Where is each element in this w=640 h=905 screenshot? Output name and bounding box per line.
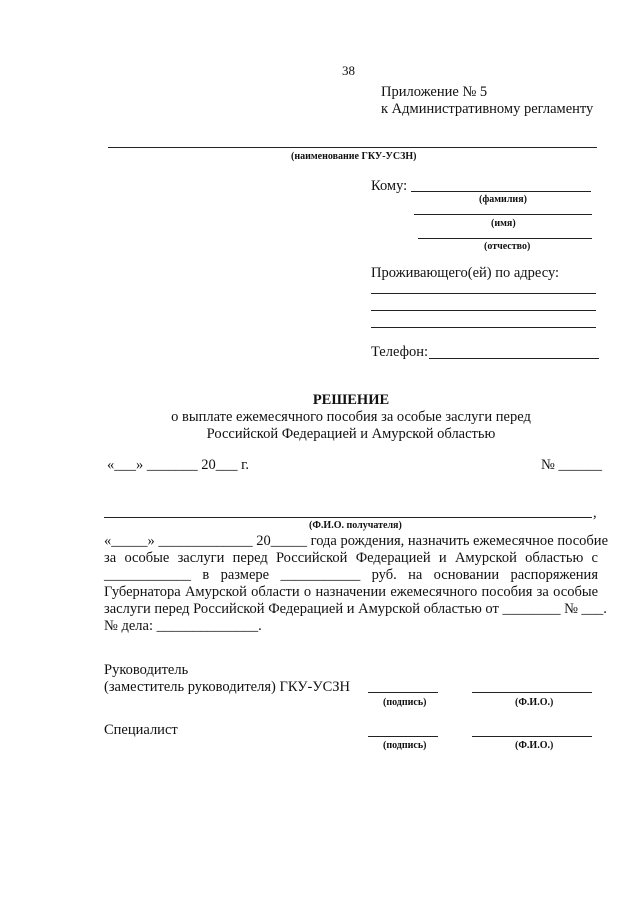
address-line-2 bbox=[371, 310, 596, 311]
page-number: 38 bbox=[342, 63, 355, 78]
address-label: Проживающего(ей) по адресу: bbox=[371, 265, 560, 281]
body-line-1: «_____» _____________ 20_____ года рождения, назначить ежемесячное пособие bbox=[104, 533, 609, 549]
to-label: Кому: bbox=[371, 178, 408, 194]
specialist-fio-line bbox=[472, 736, 592, 737]
name-line bbox=[414, 214, 592, 215]
specialist-signature-caption: (подпись) bbox=[383, 740, 427, 751]
decision-date: «___» _______ 20___ г. bbox=[107, 457, 250, 473]
head-signature-caption: (подпись) bbox=[383, 697, 427, 708]
appendix-line-1: Приложение № 5 bbox=[381, 84, 488, 100]
patronymic-caption: (отчество) bbox=[484, 241, 531, 252]
head-fio-line bbox=[472, 692, 592, 693]
body-line-3: ____________ в размере ___________ руб. на основании распоряжения bbox=[104, 567, 598, 583]
head-title-line-1: Руководитель bbox=[104, 662, 189, 678]
surname-caption: (фамилия) bbox=[479, 194, 527, 205]
surname-line bbox=[411, 191, 591, 192]
recipient-line bbox=[104, 517, 592, 518]
body-line-2: за особые заслуги перед Российской Федерацией и Амурской областью с bbox=[104, 550, 598, 566]
address-line-3 bbox=[371, 327, 596, 328]
document-title: РЕШЕНИЕ bbox=[312, 392, 390, 408]
body-line-4: Губернатора Амурской области о назначении ежемесячного пособия за особые bbox=[104, 584, 598, 600]
address-line-1 bbox=[371, 293, 596, 294]
specialist-label: Специалист bbox=[104, 722, 178, 738]
heading-line-1: о выплате ежемесячного пособия за особые заслуги перед bbox=[171, 409, 531, 425]
phone-line bbox=[429, 358, 599, 359]
heading-line-2: Российской Федерацией и Амурской областью bbox=[206, 426, 496, 442]
specialist-fio-caption: (Ф.И.О.) bbox=[515, 740, 554, 751]
org-caption: (наименование ГКУ-УСЗН) bbox=[291, 151, 417, 162]
specialist-signature-line bbox=[368, 736, 438, 737]
recipient-comma: , bbox=[593, 505, 597, 521]
phone-label: Телефон: bbox=[371, 344, 429, 360]
body-line-5: заслуги перед Российской Федерацией и Амурской областью от ________ № ___. bbox=[104, 601, 607, 617]
head-title-line-2: (заместитель руководителя) ГКУ-УСЗН bbox=[104, 679, 350, 695]
body-line-6: № дела: ______________. bbox=[104, 618, 262, 634]
appendix-line-2: к Административному регламенту bbox=[381, 101, 594, 117]
name-caption: (имя) bbox=[491, 218, 516, 229]
patronymic-line bbox=[418, 238, 592, 239]
head-signature-line bbox=[368, 692, 438, 693]
recipient-caption: (Ф.И.О. получателя) bbox=[309, 520, 402, 531]
decision-number: № ______ bbox=[541, 457, 602, 473]
org-name-line bbox=[108, 147, 597, 148]
head-fio-caption: (Ф.И.О.) bbox=[515, 697, 554, 708]
